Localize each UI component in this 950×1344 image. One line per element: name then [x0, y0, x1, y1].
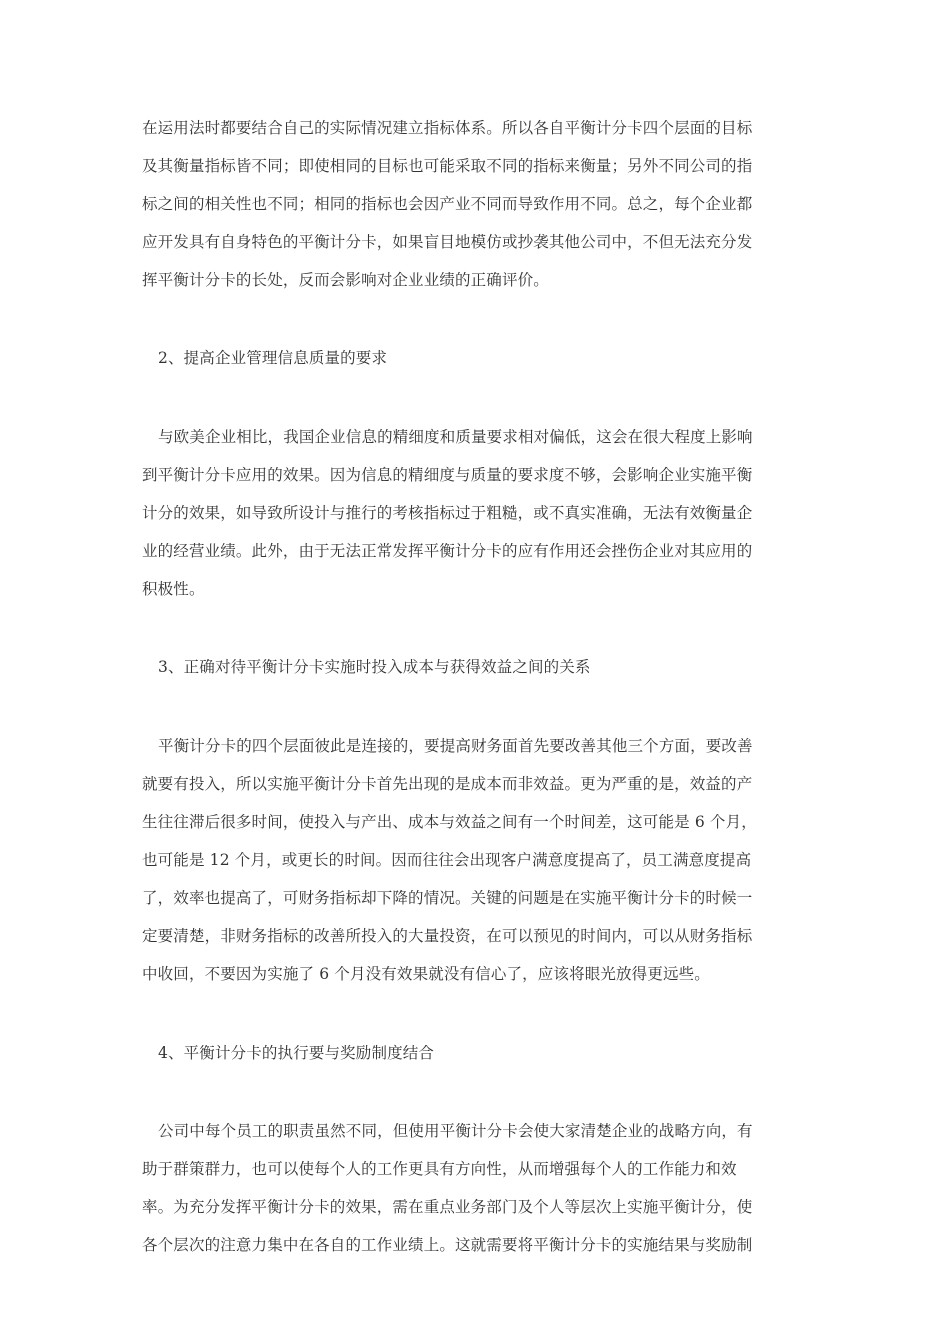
body-line-15: 了，效率也提高了，可财务指标却下降的情况。关键的问题是在实施平衡计分卡的时候一 [142, 889, 753, 907]
section-heading-3: 3、正确对待平衡计分卡实施时投入成本与获得效益之间的关系 [158, 658, 591, 676]
body-line-13: 生往往滞后很多时间，使投入与产出、成本与效益之间有一个时间差，这可能是 6 个月， [142, 813, 757, 831]
body-line-10: 积极性。 [142, 580, 205, 598]
body-line-20: 率。为充分发挥平衡计分卡的效果，需在重点业务部门及个人等层次上实施平衡计分，使 [142, 1198, 753, 1216]
body-line-6: 与欧美企业相比，我国企业信息的精细度和质量要求相对偏低，这会在很大程度上影响 [158, 428, 753, 446]
body-line-17: 中收回，不要因为实施了 6 个月没有效果就没有信心了，应该将眼光放得更远些。 [142, 965, 710, 983]
body-line-7: 到平衡计分卡应用的效果。因为信息的精细度与质量的要求度不够，会影响企业实施平衡 [142, 466, 753, 484]
body-line-9: 业的经营业绩。此外，由于无法正常发挥平衡计分卡的应有作用还会挫伤企业对其应用的 [142, 542, 753, 560]
body-line-18: 公司中每个员工的职责虽然不同，但使用平衡计分卡会使大家清楚企业的战略方向，有 [158, 1122, 753, 1140]
body-line-3: 标之间的相关性也不同；相同的指标也会因产业不同而导致作用不同。总之，每个企业都 [142, 195, 753, 213]
body-line-14: 也可能是 12 个月，或更长的时间。因而往往会出现客户满意度提高了，员工满意度提高 [142, 851, 752, 869]
body-line-16: 定要清楚，非财务指标的改善所投入的大量投资，在可以预见的时间内，可以从财务指标 [142, 927, 753, 945]
body-line-11: 平衡计分卡的四个层面彼此是连接的，要提高财务面首先要改善其他三个方面，要改善 [158, 737, 753, 755]
body-line-8: 计分的效果，如导致所设计与推行的考核指标过于粗糙，或不真实准确，无法有效衡量企 [142, 504, 753, 522]
body-line-12: 就要有投入，所以实施平衡计分卡首先出现的是成本而非效益。更为严重的是，效益的产 [142, 775, 753, 793]
body-line-2: 及其衡量指标皆不同；即使相同的目标也可能采取不同的指标来衡量；另外不同公司的指 [142, 157, 753, 175]
section-heading-2: 2、提高企业管理信息质量的要求 [158, 349, 388, 367]
body-line-21: 各个层次的注意力集中在各自的工作业绩上。这就需要将平衡计分卡的实施结果与奖励制 [142, 1236, 753, 1254]
body-line-5: 挥平衡计分卡的长处，反而会影响对企业业绩的正确评价。 [142, 271, 549, 289]
body-line-1: 在运用法时都要结合自己的实际情况建立指标体系。所以各自平衡计分卡四个层面的目标 [142, 119, 753, 137]
body-line-19: 助于群策群力，也可以使每个人的工作更具有方向性，从而增强每个人的工作能力和效 [142, 1160, 737, 1178]
section-heading-4: 4、平衡计分卡的执行要与奖励制度结合 [158, 1044, 435, 1062]
body-line-4: 应开发具有自身特色的平衡计分卡，如果盲目地模仿或抄袭其他公司中，不但无法充分发 [142, 233, 753, 251]
